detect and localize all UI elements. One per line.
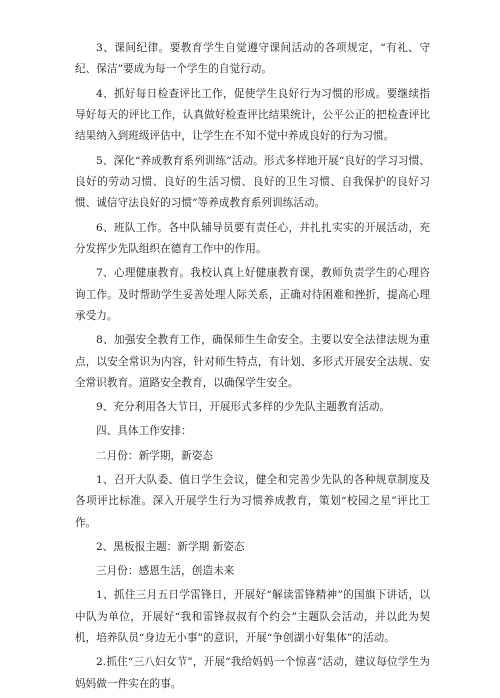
month-heading-february: 二月份：新学期，新姿态 xyxy=(96,449,214,462)
paragraph-daily-inspection: 4、抓好每日检查评比工作，促使学生良好行为习惯的形成。要继续指导好每天的评比工作，认真做好检查评比结果统计，公平公正的把检查评比结果纳入到班级评估中，让学生在不知不觉中养成良好的行为习惯。 xyxy=(75,87,430,143)
paragraph-march-womens-day: 2.抓住“三八妇女节”，开展“我给妈妈一个惊喜”活动，建议每位学生为妈妈做一件实在的事。 xyxy=(75,656,430,690)
month-heading-march: 三月份：感恩生活，创造未来 xyxy=(96,565,235,578)
section-heading-work-schedule: 四、具体工作安排： xyxy=(96,425,192,438)
paragraph-mental-health: 7、心理健康教育。我校认真上好健康教育课，教师负责学生的心理咨询工作。及时帮助学生妥善处理人际关系，正确对待困难和挫折，提高心理承受力。 xyxy=(75,267,430,323)
document-page xyxy=(75,38,430,698)
paragraph-february-blackboard: 2、黑板报主题：新学期 新姿态 xyxy=(96,540,245,553)
paragraph-february-meeting: 1、召开大队委、值日学生会议，健全和完善少先队的各种规章制度及各项评比标准。深入开展学生行为习惯养成教育，策划“校园之星”评比工作。 xyxy=(75,473,430,529)
paragraph-squad-work: 6、班队工作。各中队辅导员要有责任心，并扎扎实实的开展活动，充分发挥少先队组织在德育工作中的作用。 xyxy=(75,221,430,256)
paragraph-habit-training: 5、深化“养成教育系列训练”活动。形式多样地开展“良好的学习习惯、良好的劳动习惯、良好的生活习惯、良好的卫生习惯、自我保护的良好习惯、诚信守法良好的习惯”等养成教育系列训练活动。 xyxy=(75,154,430,210)
paragraph-festival-activities: 9、充分利用各大节日，开展形式多样的少先队主题教育活动。 xyxy=(96,401,391,414)
paragraph-safety-education: 8、加强安全教育工作，确保师生生命安全。主要以安全法律法规为重点，以安全常识为内容，针对师生特点，有计划、多形式开展安全法规、安全常识教育。道路安全教育，以确保学生安全。 xyxy=(75,334,430,390)
paragraph-march-lei-feng: 1、抓住三月五日学雷锋日，开展好“解读雷锋精神”的国旗下讲话，以中队为单位，开展好“我和雷锋叔叔有个约会”主题队会活动，并以此为契机，培养队员“身边无小事”的意识，开展“争创湖小好集体”的活动。 xyxy=(75,589,430,645)
paragraph-class-break-discipline: 3、课间纪律。要教育学生自觉遵守课间活动的各项规定，“有礼、守纪、保洁”要成为每一个学生的自觉行动。 xyxy=(75,42,430,76)
